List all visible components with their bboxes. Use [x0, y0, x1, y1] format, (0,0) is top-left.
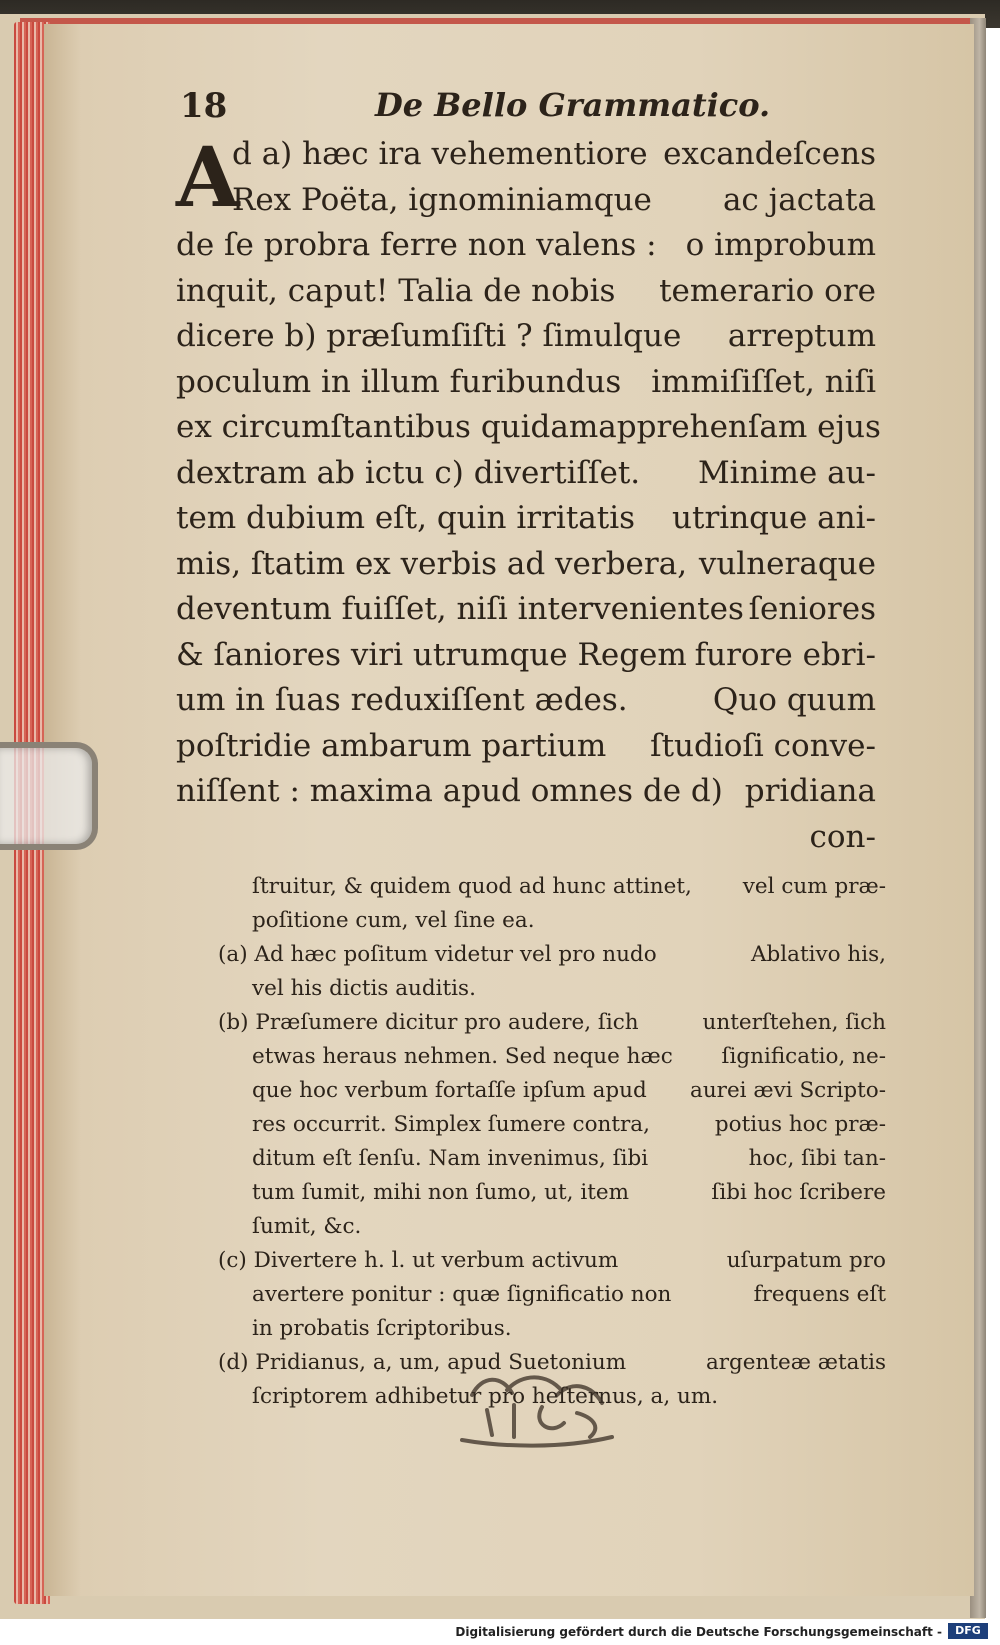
text-segment: ſeniores	[748, 591, 876, 627]
text-line	[176, 405, 881, 451]
note-line	[218, 1176, 886, 1210]
note-segment: in probatis ſcriptoribus.	[252, 1316, 512, 1341]
note-line	[218, 870, 886, 904]
note-line	[218, 972, 886, 1006]
note-line	[218, 938, 886, 972]
text-line	[176, 633, 876, 679]
note-segment: aurei ævi Scripto-	[690, 1078, 886, 1103]
page-clip	[0, 742, 98, 850]
note-segment: (d) Pridianus, a, um, apud Suetonium	[218, 1350, 627, 1375]
text-segment: ſtudioſi conve-	[650, 727, 876, 764]
text-line	[176, 769, 876, 815]
text-segment: d a) hæc ira vehementiore	[232, 136, 648, 172]
funding-credit: Digitalisierung gefördert durch die Deutsche Forschungsgemeinschaft -	[455, 1625, 942, 1639]
digitization-footer	[0, 1619, 1000, 1645]
text-segment: de ſe probra ferre non valens :	[176, 227, 657, 263]
note-segment: Ablativo his,	[750, 942, 886, 967]
library-stamp-icon	[452, 1365, 622, 1455]
text-segment: pridiana	[744, 773, 876, 809]
page-number: 18	[180, 86, 228, 126]
text-line	[176, 587, 876, 633]
text-segment: Minime au-	[697, 454, 876, 491]
note-line	[218, 1108, 886, 1142]
text-line	[176, 542, 876, 588]
text-line	[176, 360, 876, 406]
running-title: De Bello Grammatico.	[375, 86, 771, 124]
text-segment: immiſiſſet, niſi	[651, 363, 876, 400]
note-segment: ditum eſt ſenſu. Nam invenimus, ſibi	[252, 1146, 649, 1171]
note-line	[218, 1210, 886, 1244]
text-segment: Quo quum	[712, 682, 876, 718]
catchword-line	[176, 815, 876, 861]
note-segment: poſitione cum, vel ſine ea.	[252, 908, 535, 933]
note-segment: avertere ponitur : quæ ſignificatio non	[252, 1282, 672, 1307]
note-segment: (c) Divertere h. l. ut verbum activum	[218, 1248, 619, 1273]
note-segment: unterſtehen, ſich	[702, 1010, 886, 1035]
text-segment: deventum fuiſſet, niſi intervenientes	[176, 591, 744, 627]
page-header	[180, 86, 940, 126]
note-segment: (a) Ad hæc poſitum videtur vel pro nudo	[218, 942, 657, 967]
text-line	[176, 451, 876, 497]
text-segment: poculum in illum furibundus	[176, 363, 622, 400]
text-segment: temerario ore	[659, 272, 876, 309]
note-segment: res occurrit. Simplex ſumere contra,	[252, 1112, 650, 1137]
text-segment: apprehenſam ejus	[598, 409, 881, 445]
text-line	[176, 496, 876, 542]
text-segment: tem dubium eſt, quin irritatis	[176, 500, 636, 536]
text-line	[176, 724, 876, 770]
text-segment: arreptum	[727, 318, 876, 354]
text-segment: excandeſcens	[663, 136, 876, 172]
text-segment: mis, ſtatim ex verbis ad verbera,	[176, 545, 688, 582]
text-segment: niſſent : maxima apud omnes de d)	[176, 773, 723, 809]
note-line	[218, 1278, 886, 1312]
text-segment: utrinque ani-	[672, 500, 876, 536]
note-segment: ſtruitur, & quidem quod ad hunc attinet,	[252, 874, 692, 899]
text-segment: um in ſuas reduxiſſent ædes.	[176, 682, 628, 718]
text-segment: dicere b) præſumſiſti ? ſimulque	[176, 318, 682, 354]
note-segment: ſcriptorem adhibetur pro heſternus, a, um.	[252, 1384, 719, 1409]
note-segment: vel cum præ-	[742, 874, 886, 899]
note-segment: argenteæ ætatis	[705, 1350, 886, 1375]
text-segment: ex circumſtantibus quidam	[176, 409, 599, 445]
text-segment: furore ebri-	[694, 636, 876, 673]
note-segment: ſignificatio, ne-	[721, 1044, 886, 1069]
footnotes	[218, 870, 886, 1414]
note-line	[218, 1074, 886, 1108]
note-segment: vel his dictis auditis.	[252, 976, 476, 1001]
note-segment: ſibi hoc ſcribere	[711, 1180, 886, 1205]
note-segment: etwas heraus nehmen. Sed neque hæc	[252, 1044, 673, 1069]
text-line	[176, 132, 876, 178]
text-segment: o improbum	[685, 227, 876, 263]
note-line	[218, 1142, 886, 1176]
text-line	[176, 178, 876, 224]
main-text	[176, 132, 881, 860]
dfg-logo-icon: DFG	[948, 1623, 988, 1639]
note-line	[218, 904, 886, 938]
text-segment: vulneraque	[698, 545, 876, 582]
text-segment: inquit, caput! Talia de nobis	[176, 272, 616, 309]
text-segment: & ſaniores viri utrumque Regem	[176, 636, 687, 673]
text-segment: dextram ab ictu c) divertiſſet.	[176, 454, 641, 491]
note-segment: ſumit, &c.	[252, 1214, 362, 1239]
note-line	[218, 1312, 886, 1346]
text-line	[176, 223, 876, 269]
text-line	[176, 269, 876, 315]
note-segment: potius hoc præ-	[714, 1112, 886, 1137]
note-segment: que hoc verbum fortaſſe ipſum apud	[252, 1078, 647, 1103]
note-segment: tum ſumit, mihi non ſumo, ut, item	[252, 1180, 629, 1205]
note-line	[218, 1040, 886, 1074]
note-segment: (b) Præſumere dicitur pro audere, ſich	[218, 1010, 639, 1035]
text-segment: ac jactata	[722, 181, 876, 218]
note-line	[218, 1244, 886, 1278]
text-line	[176, 314, 876, 360]
drop-cap: A	[176, 130, 240, 226]
note-segment: frequens eſt	[753, 1282, 886, 1307]
catchword: con-	[809, 818, 876, 855]
note-line	[218, 1006, 886, 1040]
text-segment: Rex Poëta, ignominiamque	[232, 181, 652, 218]
text-segment: poſtridie ambarum partium	[176, 727, 607, 764]
note-segment: hoc, ſibi tan-	[748, 1146, 886, 1171]
text-line	[176, 678, 876, 724]
note-segment: uſurpatum pro	[726, 1248, 886, 1273]
